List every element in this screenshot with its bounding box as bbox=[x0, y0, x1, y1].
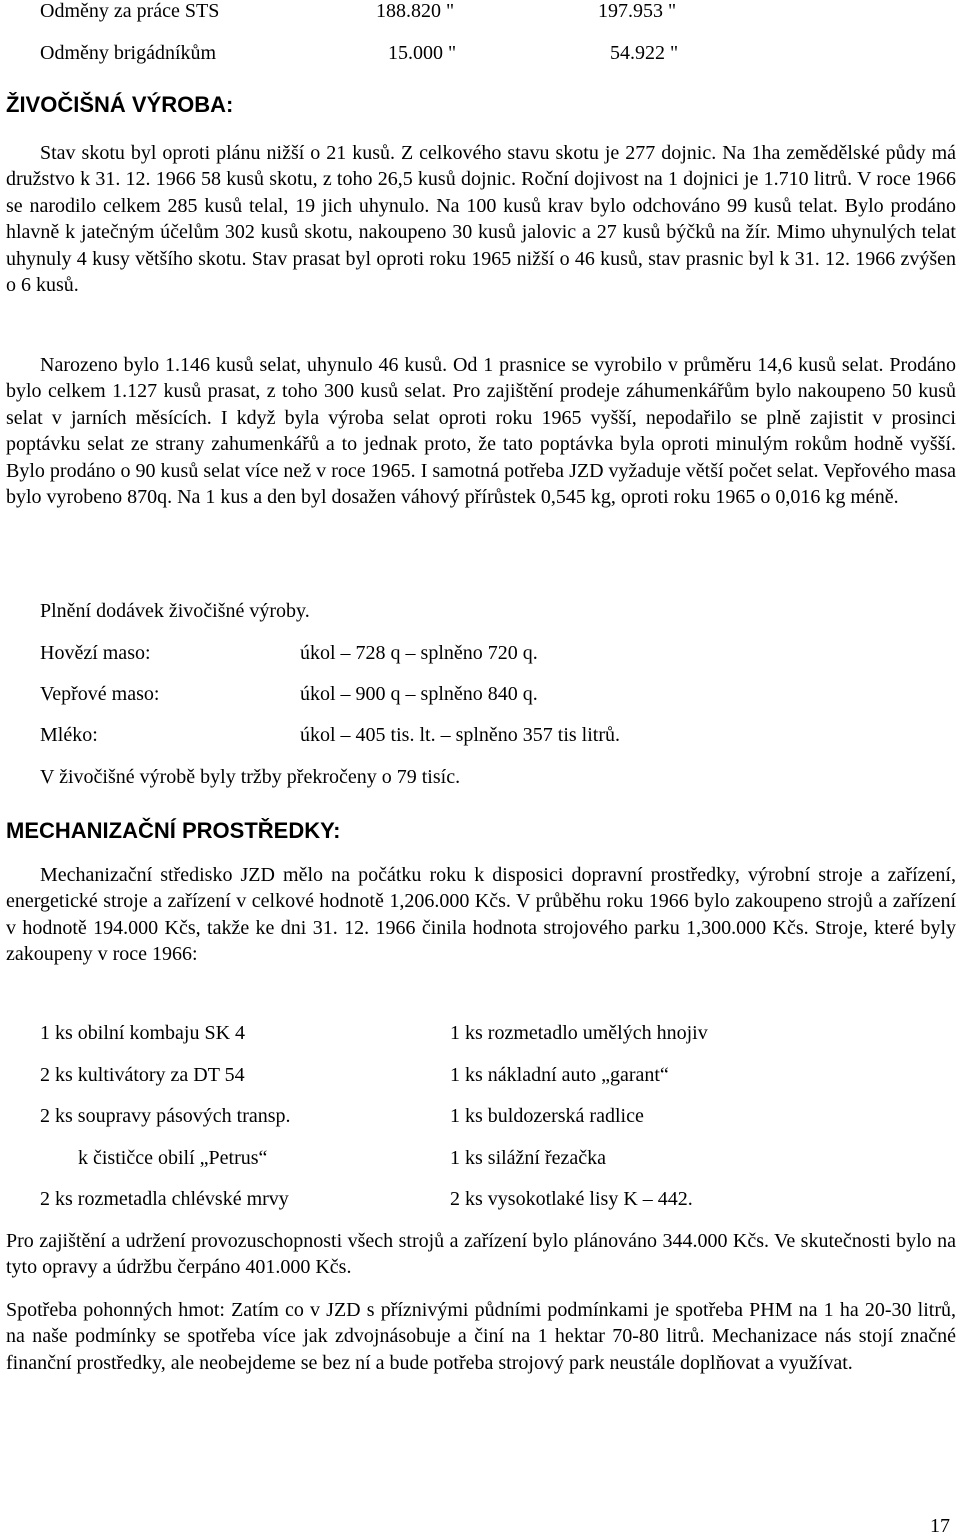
paragraph: Spotřeba pohonných hmot: Zatím co v JZD s příznivými půdními podmínkami je spotřeba PHM na 1 ha 20-30 litrů, na naše podmínky se spotřeba více jak zdvojnásobuje a činí na 1 hektar 70-80 litrů. Mechanizace nás stojí značné finanční prostředky, ale neobejdeme se bez ní a bude potřeba strojový park neustále doplňovat a využívat. bbox=[6, 1299, 956, 1374]
delivery-value: úkol – 900 q – splněno 840 q. bbox=[300, 683, 538, 705]
machine-right: 1 ks buldozerská radlice bbox=[450, 1105, 644, 1127]
machine-right: 1 ks rozmetadlo umělých hnojiv bbox=[450, 1022, 708, 1044]
delivery-label: Hovězí maso: bbox=[40, 642, 151, 664]
cost-plan: 15.000 " bbox=[388, 42, 457, 64]
section-heading-animal: ŽIVOČIŠNÁ VÝROBA: bbox=[6, 92, 234, 117]
paragraph: Pro zajištění a udržení provozuschopnosti všech strojů a zařízení bylo plánováno 344.000 Kčs. Ve skutečnosti bylo na tyto opravy a údržbu čerpáno 401.000 Kčs. bbox=[6, 1230, 956, 1279]
cost-label: Odměny za práce STS bbox=[40, 0, 220, 22]
delivery-value: úkol – 405 tis. lt. – splněno 357 tis litrů. bbox=[300, 724, 621, 746]
machine-left: 2 ks kultivátory za DT 54 bbox=[40, 1064, 245, 1086]
delivery-value: úkol – 728 q – splněno 720 q. bbox=[300, 642, 538, 664]
machine-left: 1 ks obilní kombaju SK 4 bbox=[40, 1022, 246, 1044]
delivery-label: Vepřové maso: bbox=[40, 683, 160, 705]
cost-plan: 188.820 " bbox=[376, 0, 455, 22]
machine-right: 1 ks nákladní auto „garant“ bbox=[450, 1064, 669, 1086]
cost-label: Odměny brigádníkům bbox=[40, 42, 217, 64]
paragraph: Stav skotu byl oproti plánu nižší o 21 kusů. Z celkového stavu skotu je 277 dojnic. Na 1ha zemědělské půdy má družstvo k 31. 12. 1966 58 kusů skotu, z toho 26,5 kusů dojnic. Roční dojivost na 1 dojnici je 1.710 litrů. V roce 1966 se narodilo celkem 285 kusů telal, 19 jich uhynulo. Na 100 kusů krav bylo odchováno 99 kusů telat. Bylo prodáno hlavně k jatečným účelům 302 kusů skotu, nakoupeno 30 kusů jalovic a 27 kusů býčků na žír. Mimo uhynulých telat uhynuly 4 kusy většího skotu. Stav prasat byl oproti roku 1965 nižší o 46 kusů, stav prasnic byl k 31. 12. 1966 zvýšen o 6 kusů. bbox=[6, 142, 956, 297]
revenue-note: V živočišné výrobě byly tržby překročeny o 79 tisíc. bbox=[40, 766, 461, 788]
machine-left: k čističce obilí „Petrus“ bbox=[78, 1147, 268, 1169]
delivery-label: Mléko: bbox=[40, 724, 98, 746]
machine-right: 1 ks silážní řezačka bbox=[450, 1147, 607, 1169]
deliveries-title: Plnění dodávek živočišné výroby. bbox=[40, 600, 310, 622]
paragraph: Mechanizační středisko JZD mělo na počátku roku k disposici dopravní prostředky, výrobní stroje a zařízení, energetické stroje a zařízení v celkové hodnotě 1,206.000 Kčs. V průběhu roku 1966 bylo zakoupeno strojů a zařízení v hodnotě 194.000 Kčs, takže ke dni 31. 12. 1966 činila hodnota strojového parku 1,300.000 Kčs. Stroje, které byly zakoupeny v roce 1966: bbox=[6, 864, 956, 966]
cost-actual: 197.953 " bbox=[598, 0, 677, 22]
section-heading-mechanization: MECHANIZAČNÍ PROSTŘEDKY: bbox=[6, 818, 341, 843]
machine-left: 2 ks rozmetadla chlévské mrvy bbox=[40, 1188, 289, 1210]
page-number: 17 bbox=[930, 1515, 950, 1537]
paragraph: Narozeno bylo 1.146 kusů selat, uhynulo 46 kusů. Od 1 prasnice se vyrobilo v průměru 14,6 kusů selat. Prodáno bylo celkem 1.127 kusů prasat, z toho 300 kusů selat. Pro zajištění prodeje záhumenkářům bylo nakoupeno 50 kusů selat v jarních měsících. I když byla výroba selat oproti roku 1965 vyšší, nepodařilo se plně zajistit v prosinci poptávku selat ze strany zahumenkářů a to jednak proto, že tato poptávka byla oproti minulým rokům hodně vyšší. Bylo prodáno o 90 kusů selat více než v roce 1965. I samotná potřeba JZD vyžaduje větší počet selat. Vepřového masa bylo vyrobeno 870q. Na 1 kus a den byl dosažen váhový přírůstek 0,545 kg, oproti roku 1965 o 0,016 kg méně. bbox=[6, 354, 956, 509]
machine-left: 2 ks soupravy pásových transp. bbox=[40, 1105, 291, 1127]
cost-actual: 54.922 " bbox=[610, 42, 679, 64]
machine-right: 2 ks vysokotlaké lisy K – 442. bbox=[450, 1188, 693, 1210]
